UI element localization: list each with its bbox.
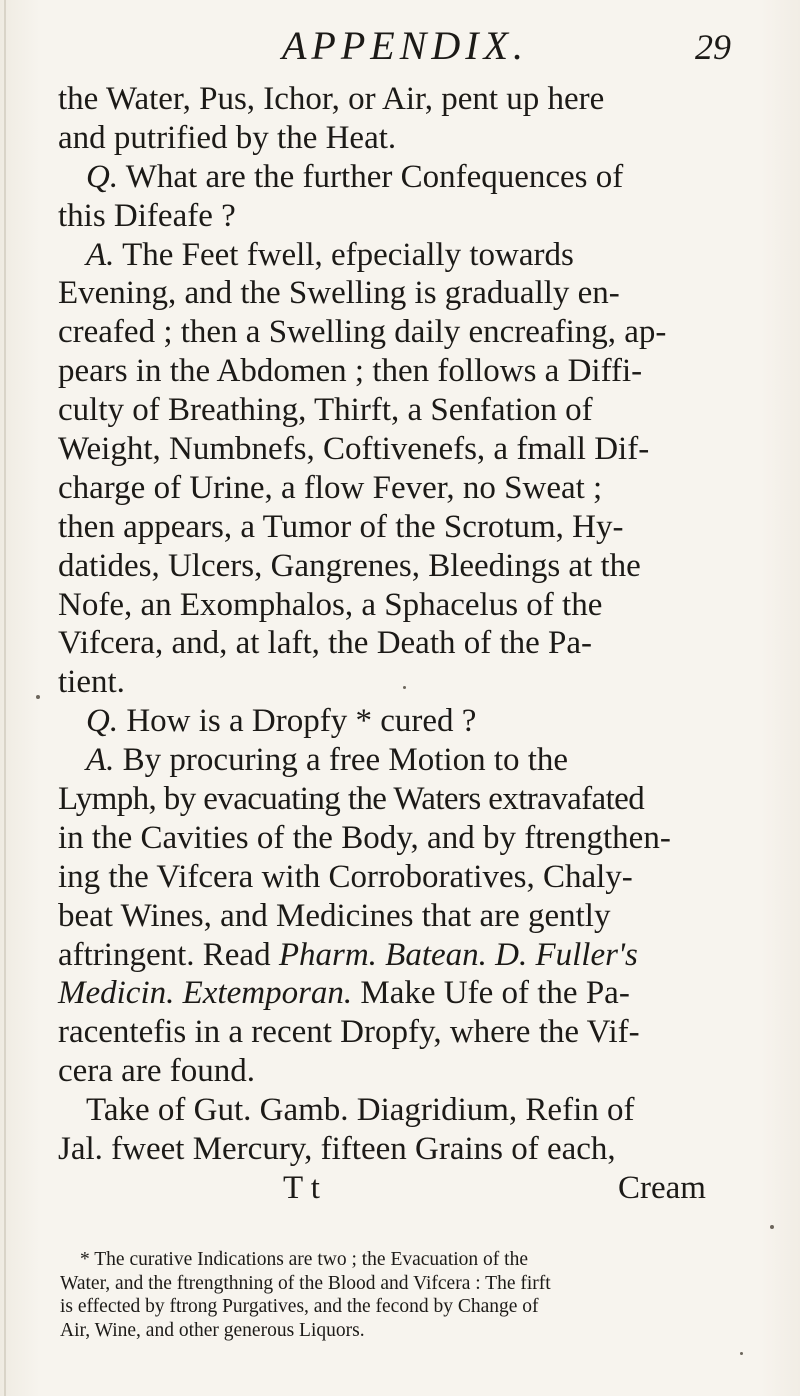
reference-line — [58, 936, 758, 975]
question-marker: Q. — [86, 158, 119, 195]
footnote-line: * The curative Indications are two ; the Evacuation of the — [80, 1249, 528, 1270]
text-line: Take of Gut. Gamb. Diagridium, Refin of — [86, 1092, 635, 1129]
footnote-line: is effected by ftrong Purgatives, and the fecond by Change of — [60, 1296, 539, 1317]
text-line: and putrified by the Heat. — [58, 119, 397, 156]
text-line: in the Cavities of the Body, and by ftrengthen- — [58, 819, 671, 856]
text-line: Make Ufe of the Pa- — [352, 975, 630, 1012]
text-line: beat Wines, and Medicines that are gently — [58, 897, 611, 934]
footnote-line: Air, Wine, and other generous Liquors. — [60, 1319, 365, 1341]
print-speck — [770, 1225, 774, 1229]
text-line: culty of Breathing, Thirft, a Senfation of — [58, 392, 593, 429]
catchword-line — [58, 1169, 758, 1208]
print-speck — [36, 695, 40, 699]
text-line: ing the Vifcera with Corroboratives, Chaly- — [58, 858, 633, 895]
text-line: this Difeafe ? — [58, 197, 236, 234]
text-line: Nofe, an Exomphalos, a Sphacelus of the — [58, 586, 603, 623]
print-speck — [740, 1352, 743, 1355]
text-line: datides, Ulcers, Gangrenes, Bleedings at the — [58, 547, 641, 584]
text-line: How is a Dropfy * cured ? — [126, 703, 477, 740]
footnote — [60, 1248, 760, 1342]
text-line: The Feet fwell, efpecially towards — [122, 236, 574, 273]
text-line: charge of Urine, a flow Fever, no Sweat ; — [58, 469, 603, 506]
reference-line — [58, 974, 758, 1013]
text-line: Lymph, by evacuating the Waters extravafated — [58, 781, 645, 818]
answer-marker: A. — [86, 742, 115, 779]
answer-line — [58, 741, 758, 780]
text-line: aftringent. Read — [58, 936, 279, 973]
text-line: pears in the Abdomen ; then follows a Diffi- — [58, 353, 643, 390]
answer-line — [58, 236, 758, 275]
page-header — [0, 22, 800, 82]
text-line: By procuring a free Motion to the — [122, 742, 569, 779]
text-line: tient. — [58, 664, 125, 701]
text-line: What are the further Confequences of — [125, 158, 624, 195]
text-line: Evening, and the Swelling is gradually en- — [58, 275, 620, 312]
page-number: 29 — [695, 27, 731, 67]
text-line: Weight, Numbnefs, Coftivenefs, a fmall Dif- — [58, 431, 650, 468]
question-marker: Q. — [86, 703, 119, 740]
main-text — [58, 80, 758, 1208]
page-edge-rule — [4, 0, 6, 1396]
text-line: Jal. fweet Mercury, fifteen Grains of each, — [58, 1131, 616, 1168]
print-speck — [403, 686, 406, 689]
signature-mark: T t — [283, 1169, 320, 1206]
text-line: the Water, Pus, Ichor, or Air, pent up here — [58, 81, 605, 117]
question-line — [58, 702, 758, 741]
text-line: cera are found. — [58, 1053, 255, 1090]
catchword: Cream — [618, 1169, 706, 1206]
text-line: then appears, a Tumor of the Scrotum, Hy- — [58, 508, 624, 545]
text-line: racentefis in a recent Dropfy, where the Vif- — [58, 1014, 640, 1051]
text-line: creafed ; then a Swelling daily encreafing, ap- — [58, 314, 667, 351]
question-line — [58, 158, 758, 197]
answer-marker: A. — [86, 236, 115, 273]
running-title: APPENDIX. — [282, 23, 529, 68]
extemporan-reference: Medicin. Extemporan. — [58, 975, 353, 1012]
footnote-line: Water, and the ftrengthning of the Blood and Vifcera : The firft — [60, 1272, 551, 1294]
pharmacopoeia-reference: Pharm. Batean. D. Fuller's — [278, 936, 638, 973]
text-line: Vifcera, and, at laft, the Death of the Pa- — [58, 625, 593, 662]
